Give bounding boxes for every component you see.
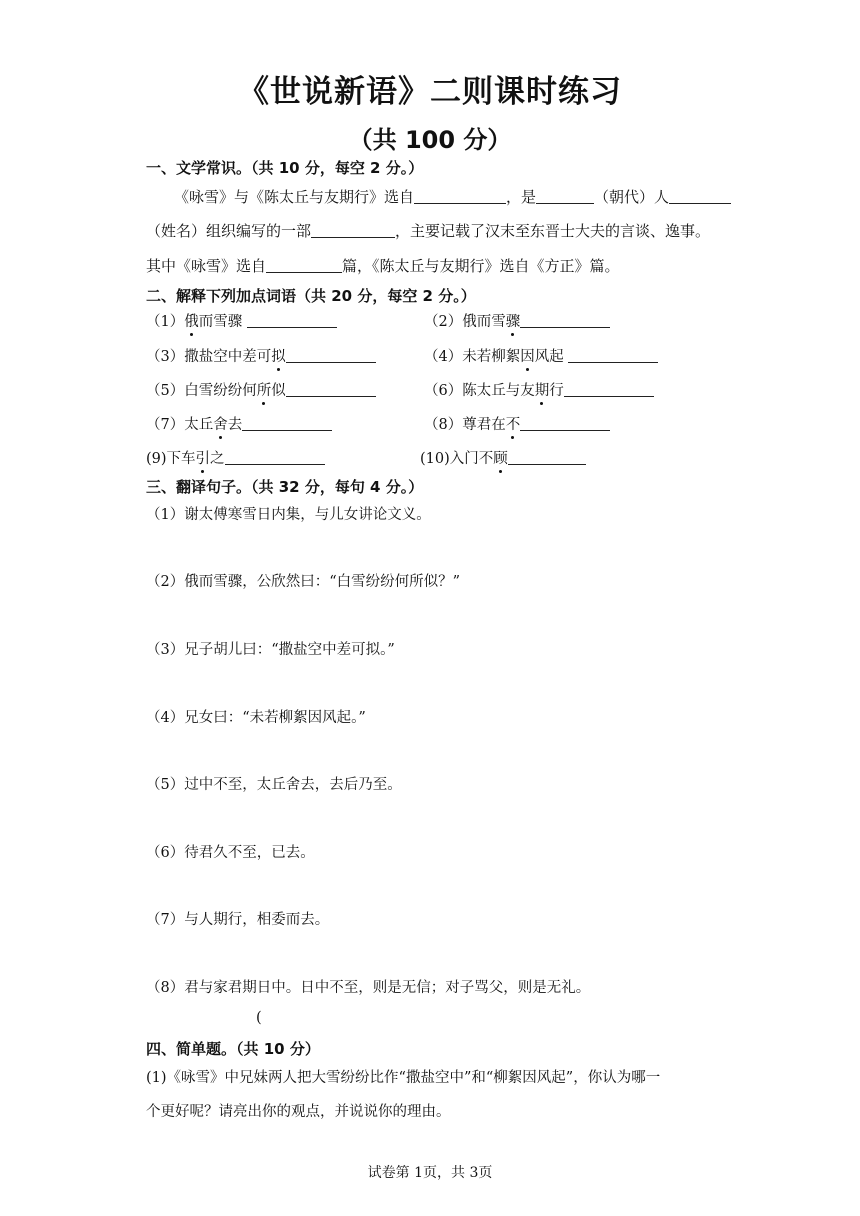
item-number: （5） <box>146 383 185 399</box>
item-number: （6） <box>424 383 463 399</box>
item-text: 俄而雪 <box>462 314 506 330</box>
translate-sentence-7: （7）与人期行，相委而去。 <box>146 912 330 928</box>
translate-sentence-6: （6）待君久不至，已去。 <box>146 845 315 861</box>
answer-blank[interactable] <box>564 382 654 398</box>
vocab-item-7 <box>146 413 332 434</box>
section3-heading: 三、翻译句子。（共 32 分，每句 4 分。） <box>146 478 424 496</box>
item-number: （1） <box>146 314 185 330</box>
item-text: 行 <box>549 383 564 399</box>
answer-blank[interactable] <box>669 188 731 204</box>
s1-text: （姓名）组织编写的一部 <box>146 222 312 240</box>
translate-sentence-8: （8）君与家君期日中。日中不至，则是无信；对子骂父，则是无礼。 <box>146 980 591 996</box>
dotted-word: 期 <box>535 379 550 400</box>
answer-blank[interactable] <box>536 188 594 204</box>
item-number: (10) <box>420 451 450 467</box>
s1-text: （朝代）人 <box>594 188 670 206</box>
dotted-word: 顾 <box>493 447 508 468</box>
section4-heading: 四、简单题。（共 10 分） <box>146 1040 320 1058</box>
dotted-word: 因 <box>520 345 535 366</box>
item-text: 太丘 <box>184 417 214 433</box>
vocab-item-10 <box>420 447 586 468</box>
dotted-word: 舍 <box>213 413 228 434</box>
stray-mark: ( <box>256 1010 262 1026</box>
translate-sentence-3: （3）兄子胡儿曰：“撒盐空中差可拟。” <box>146 642 395 658</box>
dotted-word: 不 <box>506 413 521 434</box>
page-subtitle: （共 100 分） <box>348 126 512 154</box>
vocab-item-5 <box>146 379 376 400</box>
item-number: （8） <box>424 417 463 433</box>
answer-blank[interactable] <box>242 416 332 432</box>
answer-blank[interactable] <box>266 257 342 273</box>
item-number: （3） <box>146 349 185 365</box>
answer-blank[interactable] <box>311 222 395 238</box>
item-text: 陈太丘与友 <box>462 383 535 399</box>
dotted-word: 引 <box>196 447 211 468</box>
s1-text: 篇，《陈太丘与友期行》选自《方正》篇。 <box>342 257 620 275</box>
section1-line3 <box>146 255 620 276</box>
item-number: （2） <box>424 314 463 330</box>
dotted-word: 俄 <box>184 310 199 331</box>
item-text: 风起 <box>534 349 564 365</box>
dotted-word: 骤 <box>506 310 521 331</box>
section1-line2 <box>146 220 710 241</box>
translate-sentence-1: （1）谢太傅寒雪日内集，与儿女讲论文义。 <box>146 507 431 523</box>
section1-heading: 一、文学常识。（共 10 分，每空 2 分。） <box>146 159 424 177</box>
vocab-item-1 <box>146 310 337 331</box>
item-text: 撒盐空中差可 <box>184 349 272 365</box>
item-number: （7） <box>146 417 185 433</box>
item-text: 去 <box>227 417 243 433</box>
item-text: 未若柳絮 <box>462 349 521 365</box>
item-text: 之 <box>210 451 225 467</box>
vocab-item-2 <box>424 310 610 331</box>
short-answer-q1-line1: (1)《咏雪》中兄妹两人把大雪纷纷比作“撒盐空中”和“柳絮因风起”，你认为哪一 <box>146 1070 661 1086</box>
answer-blank[interactable] <box>286 348 376 364</box>
answer-blank[interactable] <box>520 313 610 329</box>
vocab-item-8 <box>424 413 610 434</box>
answer-blank[interactable] <box>568 348 658 364</box>
dotted-word: 拟 <box>271 345 286 366</box>
vocab-item-4 <box>424 345 658 366</box>
item-text: 尊君在 <box>462 417 506 433</box>
page-title: 《世说新语》二则课时练习 <box>238 74 622 110</box>
answer-blank[interactable] <box>247 313 337 329</box>
item-text: 而雪骤 <box>198 314 243 330</box>
section1-line1 <box>174 186 731 207</box>
item-text: 入门不 <box>449 451 494 467</box>
answer-blank[interactable] <box>508 450 586 466</box>
vocab-item-9 <box>146 447 325 468</box>
s1-text: ，是 <box>506 188 537 206</box>
vocab-item-6 <box>424 379 654 400</box>
short-answer-q1-line2: 个更好呢？请亮出你的观点，并说说你的理由。 <box>146 1104 451 1120</box>
item-number: (9) <box>146 451 167 467</box>
page-footer: 试卷第 1页，共 3页 <box>367 1165 493 1181</box>
translate-sentence-4: （4）兄女曰：“未若柳絮因风起。” <box>146 710 366 726</box>
s1-text: 《咏雪》与《陈太丘与友期行》选自 <box>174 188 415 206</box>
dotted-word: 何所似 <box>242 379 286 400</box>
item-text: 下车 <box>166 451 196 467</box>
s1-text: ，主要记载了汉末至东晋士大夫的言谈、逸事。 <box>395 222 711 240</box>
answer-blank[interactable] <box>286 382 376 398</box>
translate-sentence-5: （5）过中不至，太丘舍去，去后乃至。 <box>146 777 402 793</box>
answer-blank[interactable] <box>520 416 610 432</box>
item-number: （4） <box>424 349 463 365</box>
vocab-item-3 <box>146 345 376 366</box>
answer-blank[interactable] <box>414 188 506 204</box>
answer-blank[interactable] <box>225 450 325 466</box>
s1-text: 其中《咏雪》选自 <box>146 257 267 275</box>
item-text: 白雪纷纷 <box>184 383 243 399</box>
translate-sentence-2: （2）俄而雪骤，公欣然曰：“白雪纷纷何所似？” <box>146 574 461 590</box>
section2-heading: 二、解释下列加点词语（共 20 分，每空 2 分。） <box>146 287 476 305</box>
